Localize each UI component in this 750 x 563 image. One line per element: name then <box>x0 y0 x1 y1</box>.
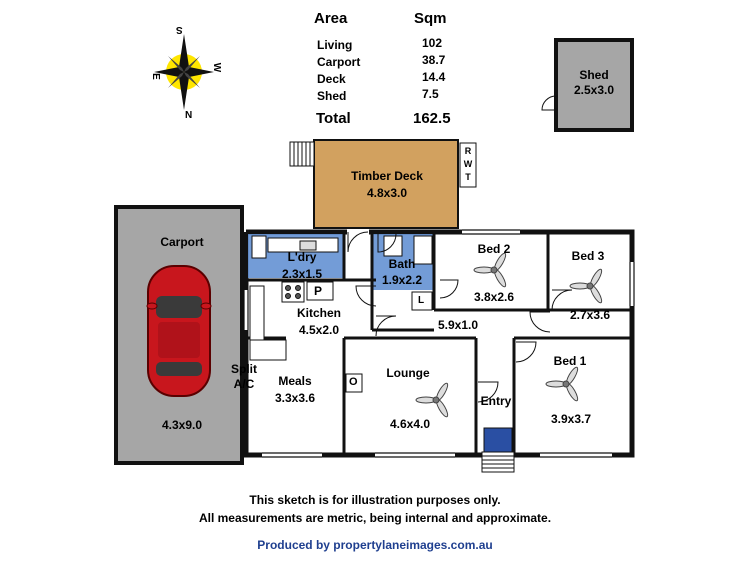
area-row-value: 102 <box>422 36 443 50</box>
timber-deck-label: Timber Deck 4.8x3.0 <box>351 169 423 200</box>
bed1-dims: 3.9x3.7 <box>550 412 592 426</box>
bath-label: Bath 1.9x2.2 <box>381 257 423 287</box>
entry-porch <box>484 428 512 452</box>
meals-label: Meals 3.3x3.6 <box>274 374 316 405</box>
compass-n: N <box>185 110 193 121</box>
area-row-value: 14.4 <box>422 70 446 84</box>
total-label: Total <box>316 110 351 127</box>
entry-label: Entry <box>480 394 512 408</box>
sqm-header: Sqm <box>414 10 447 27</box>
produced-by-credit: Produced by propertylaneimages.com.au <box>257 538 493 552</box>
area-row-value: 7.5 <box>422 87 439 101</box>
bed2-label: Bed 2 <box>477 242 511 256</box>
bed2-dims: 3.8x2.6 <box>473 290 515 304</box>
disclaimer-line-2: All measurements are metric, being internal and approximate. <box>198 511 552 525</box>
bed3-label: Bed 3 <box>571 249 605 263</box>
car-icon <box>147 266 211 396</box>
kitchen-label: Kitchen 4.5x2.0 <box>296 306 342 337</box>
oven-label: O <box>349 376 358 388</box>
carport-dims: 4.3x9.0 <box>161 418 203 432</box>
lounge-dims: 4.6x4.0 <box>389 417 431 431</box>
bed1-label: Bed 1 <box>553 354 587 368</box>
split-ac-label: Split A/C <box>231 362 257 391</box>
lounge-label: Lounge <box>386 366 430 380</box>
area-header: Area <box>314 10 348 27</box>
total-value: 162.5 <box>413 110 451 127</box>
shed-label: Shed 2.5x3.0 <box>573 68 615 97</box>
compass-w: W <box>211 62 223 73</box>
laundry-label: L'dry 2.3x1.5 <box>281 250 323 281</box>
area-table <box>314 10 464 130</box>
compass-s: S <box>176 24 183 35</box>
area-row-name: Deck <box>317 72 346 86</box>
compass-e: E <box>149 73 161 80</box>
entry-steps <box>482 452 514 472</box>
compass-icon <box>154 34 214 110</box>
deck-steps <box>290 142 314 166</box>
rwt-label: R W T <box>463 146 473 182</box>
area-row-name: Carport <box>317 55 361 69</box>
area-row-name: Shed <box>317 89 347 103</box>
pantry-label: P <box>314 284 323 298</box>
bed3-dims: 2.7x3.6 <box>569 308 611 322</box>
hall-dims: 5.9x1.0 <box>437 318 479 332</box>
carport-label: Carport <box>160 235 204 249</box>
disclaimer-line-1: This sketch is for illustration purposes only. <box>249 493 501 507</box>
area-row-name: Living <box>317 38 353 52</box>
linen-label: L <box>418 295 425 306</box>
area-row-value: 38.7 <box>422 53 446 67</box>
